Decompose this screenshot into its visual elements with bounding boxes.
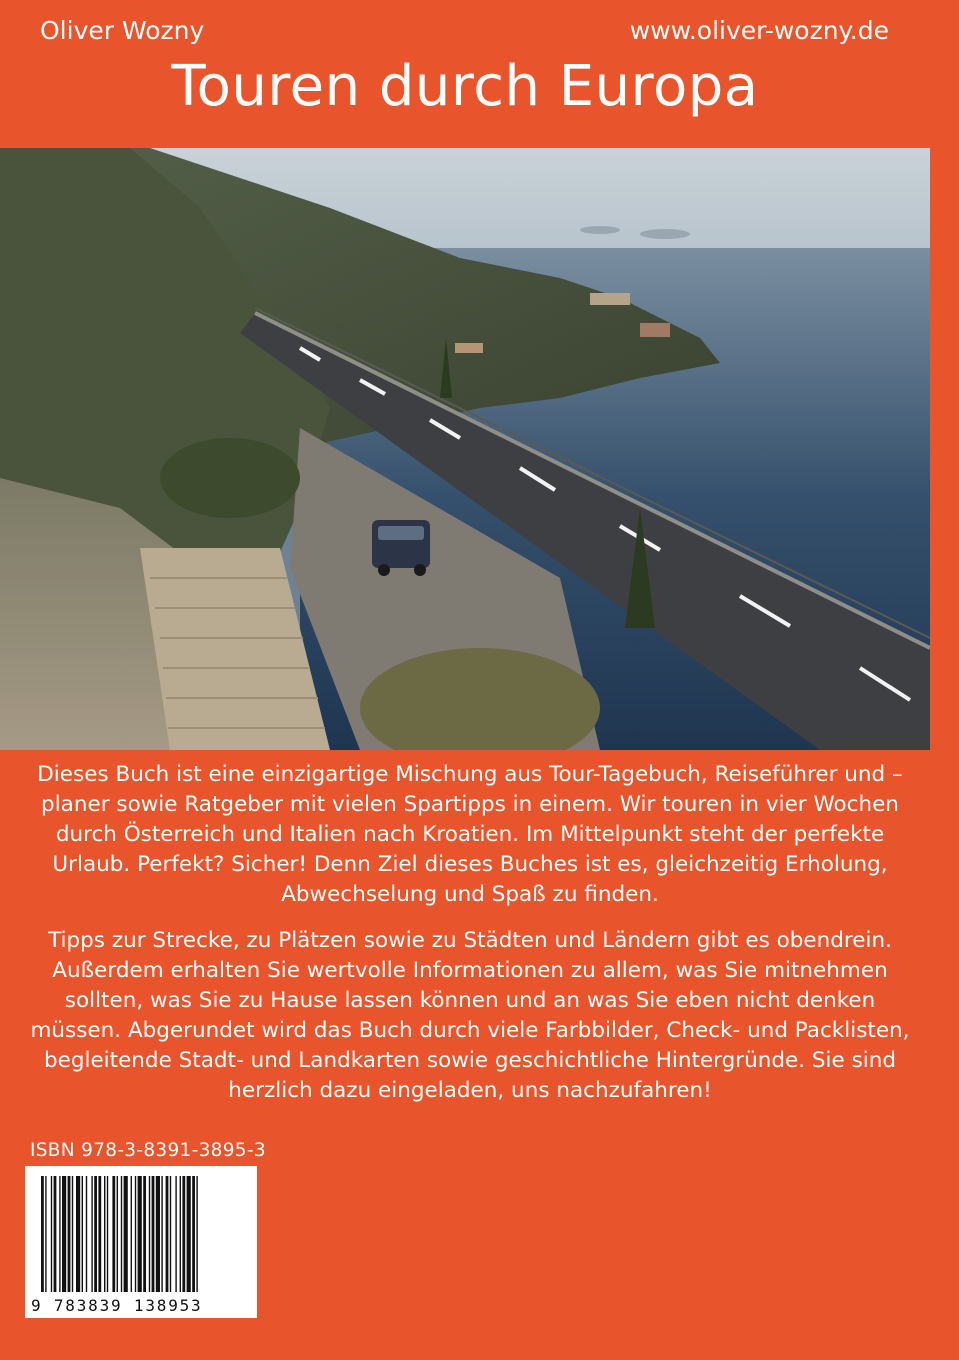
barcode-bar	[107, 1176, 108, 1292]
barcode-bar	[175, 1176, 176, 1292]
barcode-bar	[187, 1176, 191, 1292]
barcode-bar	[143, 1176, 146, 1292]
barcode-bar	[161, 1176, 162, 1292]
barcode-bar	[138, 1176, 142, 1292]
barcode-bar	[182, 1176, 185, 1292]
barcode-bar	[131, 1176, 132, 1292]
barcode-bar	[94, 1176, 97, 1292]
barcode-bar	[121, 1176, 122, 1292]
barcode-bar	[76, 1176, 80, 1292]
barcode-bar	[104, 1176, 105, 1292]
barcode-bar	[135, 1176, 136, 1292]
barcode-bar	[41, 1176, 44, 1292]
barcode-bar	[196, 1176, 197, 1292]
barcode-bar	[152, 1176, 155, 1292]
barcode-bar	[72, 1176, 73, 1292]
barcode-bar	[91, 1176, 92, 1292]
barcode-bar	[149, 1176, 150, 1292]
barcode-bar	[192, 1176, 195, 1292]
barcode-bar	[82, 1176, 83, 1292]
barcode-bar	[98, 1176, 101, 1292]
barcode-bar	[166, 1176, 169, 1292]
isbn-label: ISBN 978-3-8391-3895-3	[30, 1140, 266, 1161]
barcode-bar	[59, 1176, 60, 1292]
barcode-bar	[45, 1176, 46, 1292]
barcode-bar	[54, 1176, 57, 1292]
barcode-bar	[156, 1176, 160, 1292]
isbn-barcode	[25, 1166, 257, 1318]
author-website[interactable]: www.oliver-wozny.de	[629, 16, 889, 45]
barcode-bar	[86, 1176, 87, 1292]
barcode-bar	[124, 1176, 128, 1292]
barcode-bar	[68, 1176, 71, 1292]
barcode-bar	[180, 1176, 181, 1292]
barcode-bar	[62, 1176, 66, 1292]
barcode-bar	[51, 1176, 52, 1292]
barcode-bar	[112, 1176, 115, 1292]
blurb-paragraph-1: Dieses Buch ist eine einzigartige Mischung aus Tour-Tagebuch, Reiseführer und –planer sowie Ratgeber mit vielen Spartipps in einem. Wir touren in vier Wochen durch Österreich und Italien nach Kroatien. Im Mittelpunkt steht der perfekte Urlaub. Perfekt? Sicher! Denn Ziel dieses Buches ist es, gleichzeitig Erholung, Abwechselung und Spaß zu finden.	[37, 762, 903, 907]
blurb-paragraph-2: Tipps zur Strecke, zu Plätzen sowie zu Städten und Ländern gibt es obendrein. Außerdem erhalten Sie wertvolle Informationen zu allem, was Sie mitnehmen sollten, was Sie zu Hause lassen können und an was Sie eben nicht denken müssen. Abgerundet wird das Buch durch viele Farbbilder, Check- und Packlisten, begleitende Stadt- und Landkarten sowie geschichtliche Hintergründe. Sie sind herzlich dazu eingeladen, uns nachzufahren!	[30, 928, 910, 1103]
author-name: Oliver Wozny	[40, 16, 205, 45]
barcode-bar	[117, 1176, 118, 1292]
barcode-bar	[170, 1176, 171, 1292]
book-title: Touren durch Europa	[171, 54, 759, 119]
cover-photo-coastal-road	[0, 148, 930, 750]
barcode-digits: 9 783839 138953	[31, 1296, 203, 1315]
